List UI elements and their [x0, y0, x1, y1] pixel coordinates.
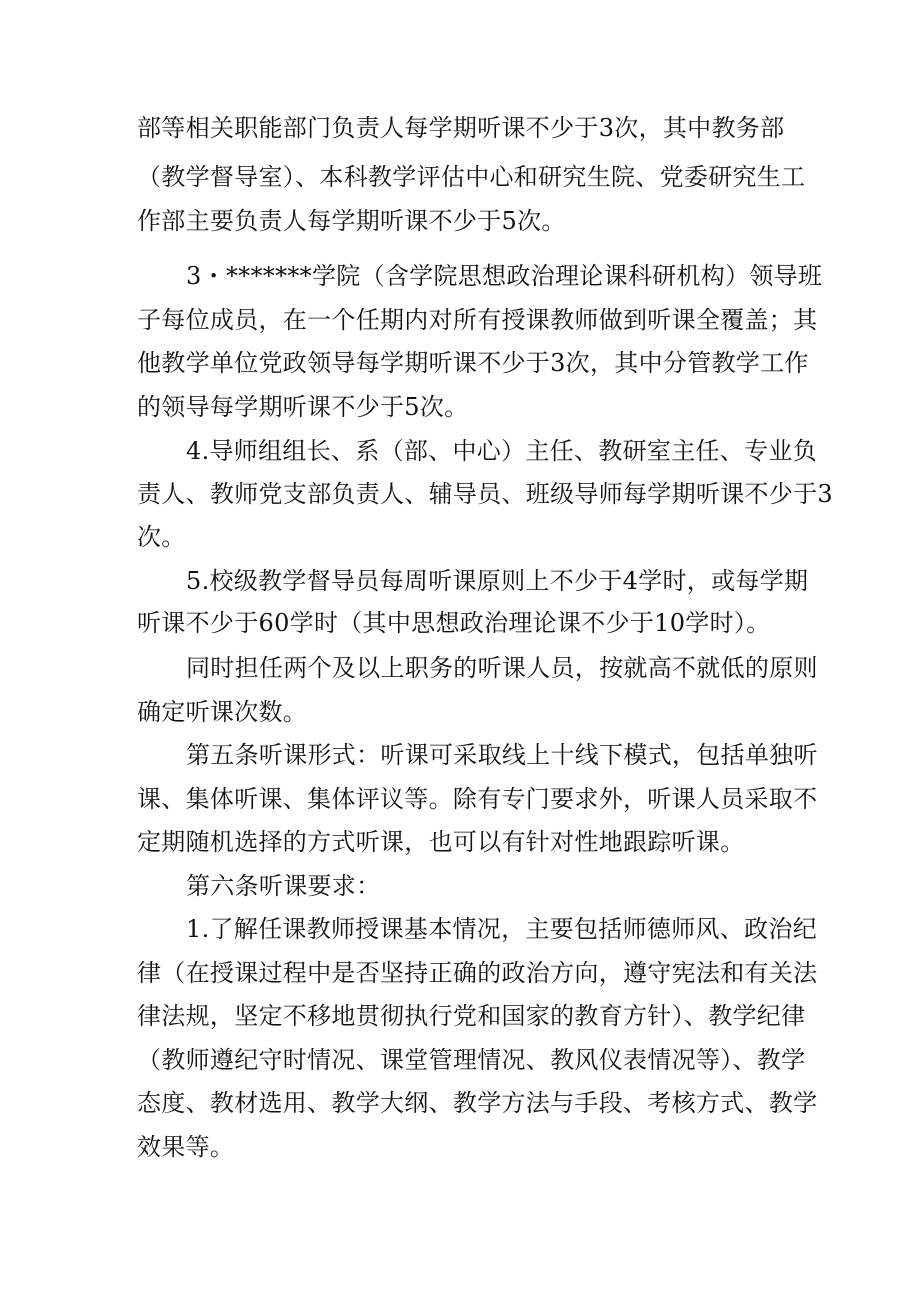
text-line: （教学督导室）、本科教学评估中心和研究生院、党委研究生工	[137, 163, 806, 191]
text-line: 确定听课次数。	[137, 698, 308, 726]
text-line: 态度、教材选用、教学大纲、教学方法与手段、考核方式、教学	[137, 1089, 818, 1117]
text-line: 律（在授课过程中是否坚持正确的政治方向，遵守宪法和有关法	[137, 959, 818, 987]
text-line: 5.校级教学督导员每周听课原则上不少于4学时，或每学期	[186, 567, 809, 595]
text-line: 4.导师组组长、系（部、中心）主任、教研室主任、专业负	[186, 437, 817, 465]
text-line: 听课不少于60学时（其中思想政治理论课不少于10学时）。	[137, 609, 771, 637]
text-line: 定期随机选择的方式听课，也可以有针对性地跟踪听课。	[137, 828, 745, 856]
text-line: 次。	[137, 523, 186, 551]
text-line: 他教学单位党政领导每学期听课不少于3次，其中分管教学工作	[137, 349, 809, 377]
text-line: （教师遵纪守时情况、课堂管理情况、教风仪表情况等）、教学	[137, 1046, 806, 1074]
text-line: 的领导每学期听课不少于5次。	[137, 393, 469, 421]
text-line: 部等相关职能部门负责人每学期听课不少于3次，其中教务部	[137, 114, 785, 142]
text-line: 同时担任两个及以上职务的听课人员，按就高不就低的原则	[186, 654, 818, 682]
text-line: 律法规，坚定不移地贯彻执行党和国家的教育方针）、教学纪律	[137, 1002, 806, 1030]
text-line: 第五条听课形式：听课可采取线上十线下模式，包括单独听	[186, 741, 818, 769]
text-line: 责人、教师党支部负责人、辅导员、班级导师每学期听课不少于3	[137, 480, 833, 508]
text-line: 子每位成员，在一个任期内对所有授课教师做到听课全覆盖；其	[137, 306, 818, 334]
text-line: 3・*******学院（含学院思想政治理论课科研机构）领导班	[186, 262, 823, 290]
text-line: 1.了解任课教师授课基本情况，主要包括师德师风、政治纪	[186, 915, 817, 943]
text-line: 效果等。	[137, 1133, 235, 1161]
text-line: 第六条听课要求：	[186, 872, 381, 900]
text-line: 作部主要负责人每学期听课不少于5次。	[137, 207, 566, 235]
text-line: 课、集体听课、集体评议等。除有专门要求外，听课人员采取不	[137, 785, 818, 813]
